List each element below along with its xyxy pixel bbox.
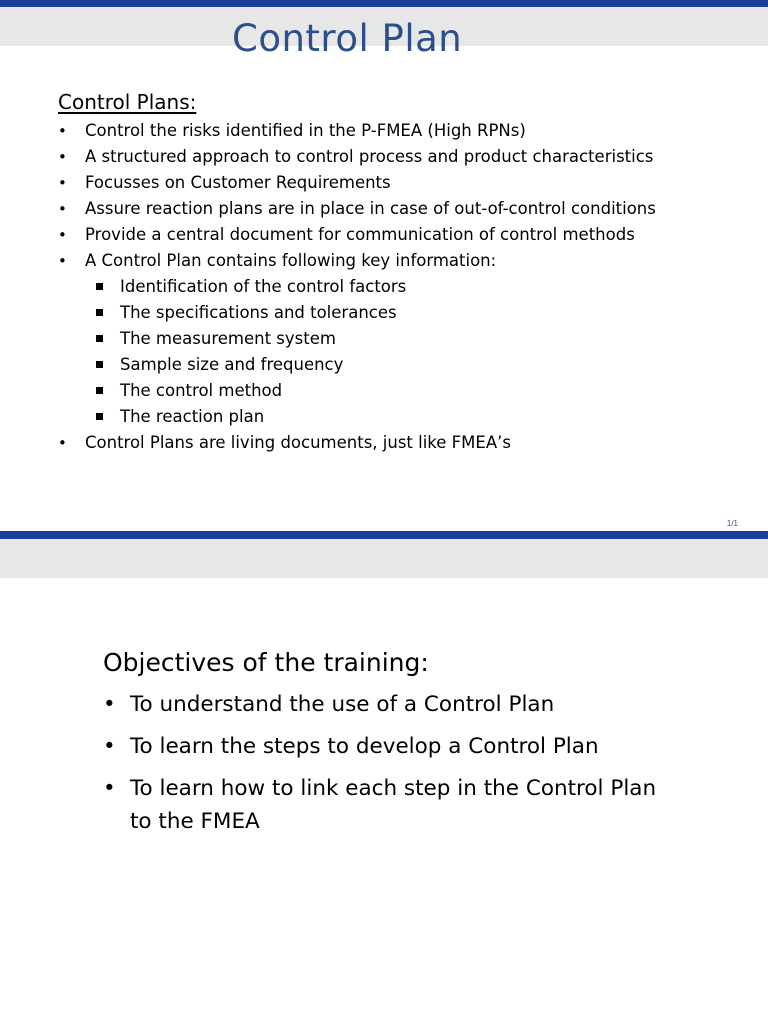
bullet-square-icon	[96, 361, 103, 368]
list-item	[58, 248, 758, 274]
bullet-dot-icon: •	[103, 692, 116, 717]
list-item-text: Focusses on Customer Requirements	[85, 173, 391, 192]
objective-item	[103, 772, 663, 838]
sub-list-item-text: The reaction plan	[120, 407, 265, 426]
list-item-text: A Control Plan contains following key information:	[85, 251, 497, 270]
list-item	[58, 144, 758, 170]
bullet-square-icon	[96, 283, 103, 290]
divider-accent-bar	[0, 531, 768, 539]
sub-list-item	[58, 274, 758, 300]
sub-list-item	[58, 378, 758, 404]
slide-title: Control Plan	[232, 17, 463, 60]
bullet-dot-icon: •	[58, 226, 67, 244]
bullet-dot-icon: •	[58, 200, 67, 218]
objective-item	[103, 730, 663, 763]
sub-list-item-text: The measurement system	[120, 329, 336, 348]
section-heading: Control Plans:	[58, 90, 197, 114]
objective-text: To learn the steps to develop a Control Plan	[130, 734, 599, 759]
list-item-text: Provide a central document for communication of control methods	[85, 225, 635, 244]
header-accent-bar	[0, 0, 768, 7]
sub-list-item	[58, 352, 758, 378]
list-item-text: Assure reaction plans are in place in case of out-of-control conditions	[85, 199, 656, 218]
bullet-square-icon	[96, 413, 103, 420]
page-number: 1/1	[726, 519, 738, 528]
bullet-dot-icon: •	[58, 252, 67, 270]
sub-list-item-text: The control method	[120, 381, 283, 400]
bullet-dot-icon: •	[103, 776, 116, 801]
sub-list-item-text: The specifications and tolerances	[120, 303, 397, 322]
bullet-dot-icon: •	[58, 434, 67, 452]
list-item	[58, 118, 758, 144]
bullet-square-icon	[96, 335, 103, 342]
list-item	[58, 430, 758, 456]
sub-list-item	[58, 326, 758, 352]
sub-list-item-text: Identification of the control factors	[120, 277, 407, 296]
objectives-heading: Objectives of the training:	[103, 648, 429, 677]
list-item	[58, 196, 758, 222]
sub-list-item-text: Sample size and frequency	[120, 355, 344, 374]
objectives-list	[103, 688, 663, 847]
bullet-dot-icon: •	[58, 174, 67, 192]
list-item-text: Control the risks identified in the P-FMEA (High RPNs)	[85, 121, 526, 140]
bullet-square-icon	[96, 387, 103, 394]
bullet-dot-icon: •	[103, 734, 116, 759]
sub-list-item	[58, 300, 758, 326]
bullet-dot-icon: •	[58, 148, 67, 166]
list-item	[58, 222, 758, 248]
divider-band	[0, 539, 768, 578]
list-item-text: A structured approach to control process and product characteristics	[85, 147, 654, 166]
objective-text: To understand the use of a Control Plan	[130, 692, 555, 717]
list-item	[58, 170, 758, 196]
sub-list-item	[58, 404, 758, 430]
bullet-dot-icon: •	[58, 122, 67, 140]
bullet-square-icon	[96, 309, 103, 316]
objective-text: To learn how to link each step in the Control Plan to the FMEA	[130, 776, 657, 834]
bullet-list	[58, 118, 758, 456]
objective-item	[103, 688, 663, 721]
list-item-text: Control Plans are living documents, just like FMEA’s	[85, 433, 511, 452]
